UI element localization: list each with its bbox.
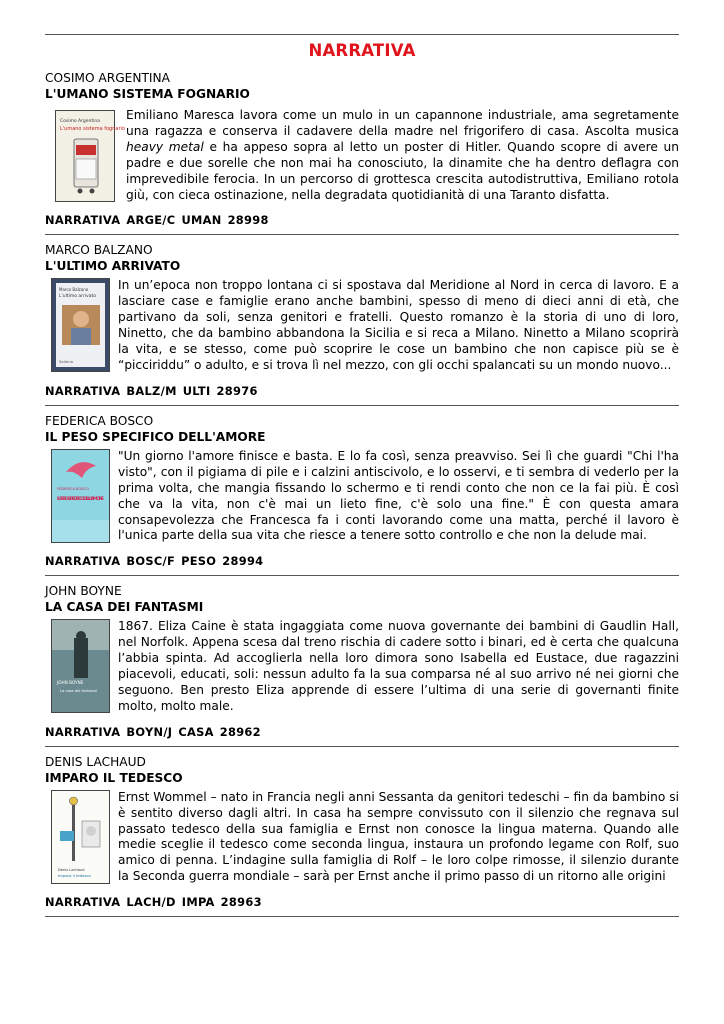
svg-text:IL PESO SPECIFICO DELL'AMORE: IL PESO SPECIFICO DELL'AMORE	[57, 496, 104, 502]
cover-artwork	[52, 791, 109, 883]
entry-divider	[45, 405, 679, 406]
svg-text:Imparo il tedesco: Imparo il tedesco	[58, 872, 91, 878]
entry-divider	[45, 575, 679, 576]
book-cover-image	[51, 790, 110, 884]
book-title: IMPARO IL TEDESCO	[45, 770, 183, 785]
cover-author-text: Cosimo Argentina	[60, 119, 101, 124]
catalog-page	[45, 34, 679, 917]
entry-divider	[45, 234, 679, 235]
book-description: Ernst Wommel – nato in Francia negli anni Sessanta da genitori tedeschi – fin da bambino si è sentito diverso dagli altri. In casa ha sempre convissuto con il silenzio che regnava sul passato tedesco della sua famiglia e Ernst non conosce la lingua materna. Quando alle medie sceglie il tedesco come seconda lingua, instaura un profondo legame con Rolf, suo amico di penna. L’indagine sulla famiglia di Rolf – le loro colpe rimosse, il silenzio durante la Seconda guerra mondiale – sarà per Ernst anche il primo passo di un ritorno alle origini	[118, 789, 679, 884]
book-entry	[45, 71, 679, 235]
book-title: L'ULTIMO ARRIVATO	[45, 259, 181, 274]
book-title: LA CASA DEI FANTASMI	[45, 600, 204, 615]
top-divider	[45, 34, 679, 35]
book-description: Emiliano Maresca lavora come un mulo in un capannone industriale, ama segretamente una ragazza e conserva il cadavere della madre nel frigorifero di casa. Ascolta musica heavy metal e ha appeso sopra al letto un poster di Hitler. Quando scopre di avere un padre e due sorelle che non mai ha conosciuto, la dinamite che ha dentro deflagra con imprevedibile ferocia. In un percorso di grottesca crescita autodistruttiva, Emiliano rotola giù, con cieca ostinazione, nella degradata quotidianità di una Taranto disfatta.	[126, 108, 679, 202]
book-author: COSIMO ARGENTINA	[45, 71, 170, 85]
book-author: JOHN BOYNE	[45, 584, 122, 599]
cover-artwork	[52, 450, 109, 542]
cover-title-text: L'umano sistema fognario	[60, 126, 125, 132]
book-cover-image	[51, 278, 110, 372]
book-entry	[45, 584, 679, 746]
page-title: NARRATIVA	[308, 41, 416, 60]
book-entry	[45, 243, 679, 405]
book-title: L'UMANO SISTEMA FOGNARIO	[45, 87, 250, 101]
book-description: In un’epoca non troppo lontana ci si spostava dal Meridione al Nord in cerca di lavoro. E a lasciare case e famiglie erano anche bambini, spesso di meno di dieci anni di età, che partivano da soli, senza genitori e fratelli. Questo romanzo è la storia di uno di loro, Ninetto, che da bambino abbandona la Sicilia e si reca a Milano. Ninetto a Milano scoprirà la vita, e se stesso, come può scoprire le cose un bambino che non capisce più se è “picciriddu” o adulto, e si trova lì nel mezzo, con gli occhi spalancati su un mondo nuovo...	[118, 278, 679, 372]
book-entry	[45, 414, 679, 576]
svg-text:FEDERICA BOSCO: FEDERICA BOSCO	[57, 486, 89, 491]
entry-divider	[45, 746, 679, 747]
book-cover-image	[55, 110, 125, 202]
svg-text:Denis Lachaud: Denis Lachaud	[58, 867, 85, 872]
book-author: MARCO BALZANO	[45, 243, 153, 258]
svg-text:La casa dei fantasmi: La casa dei fantasmi	[60, 689, 98, 694]
shelf-mark: NARRATIVA LACH/D IMPA 28963	[45, 895, 262, 910]
svg-text:Marco Balzano: Marco Balzano	[59, 287, 89, 293]
book-cover-image	[51, 449, 110, 543]
cover-artwork	[52, 620, 109, 712]
book-description: "Un giorno l'amore finisce e basta. E lo fa così, senza preavviso. Sei lì che guardi "Chi l'ha visto", con il pigiama di pile e i calzini antiscivolo, e lo osservi, e ti sembra di vederlo per la prima volta, che mangia fissando lo schermo e ti rendi conto che non ce la fai più. È così che va la vita, non c'è mai un lieto fine, c'è solo una fine." È con questa amara consapevolezza che Francesca fa i conti lavorando come una matta, perché il lavoro è l'unica parte della sua vita che riesce a tenere sotto controllo e che non la delude mai.	[118, 448, 679, 543]
shelf-mark: NARRATIVA BOSC/F PESO 28994	[45, 554, 264, 569]
book-author: FEDERICA BOSCO	[45, 413, 154, 428]
book-cover-image	[51, 619, 110, 713]
cover-artwork	[52, 279, 109, 371]
book-author: DENIS LACHAUD	[45, 754, 146, 769]
shelf-mark: NARRATIVA BOYN/J CASA 28962	[45, 724, 261, 739]
svg-text:L'ultimo arrivato: L'ultimo arrivato	[59, 294, 96, 300]
entry-divider	[45, 916, 679, 917]
svg-text:Sellerio: Sellerio	[59, 359, 74, 365]
book-entry	[45, 755, 679, 917]
cover-artwork	[56, 111, 125, 201]
shelf-mark: NARRATIVA BALZ/M ULTI 28976	[45, 383, 258, 398]
book-title: IL PESO SPECIFICO DELL'AMORE	[45, 429, 266, 444]
shelf-mark: NARRATIVA ARGE/C UMAN 28998	[45, 213, 269, 228]
book-description: 1867. Eliza Caine è stata ingaggiata come nuova governante dei bambini di Gaudlin Hall, nel Norfolk. Appena scesa dal treno rischia di cadere sotto i binari, ed è certa che qualcuna l’abbia spinta. Ad accoglierla nella loro dimora sono Isabella ed Eustace, due ragazzini piacevoli, educati, soli: nessun adulto fa la sua comparsa né al suo arrivo né nei giorni che seguono. Ben presto Eliza apprende di essere l’ultima di una serie di governanti finite molto, molto male.	[118, 619, 679, 713]
svg-text:JOHN BOYNE: JOHN BOYNE	[57, 680, 84, 686]
